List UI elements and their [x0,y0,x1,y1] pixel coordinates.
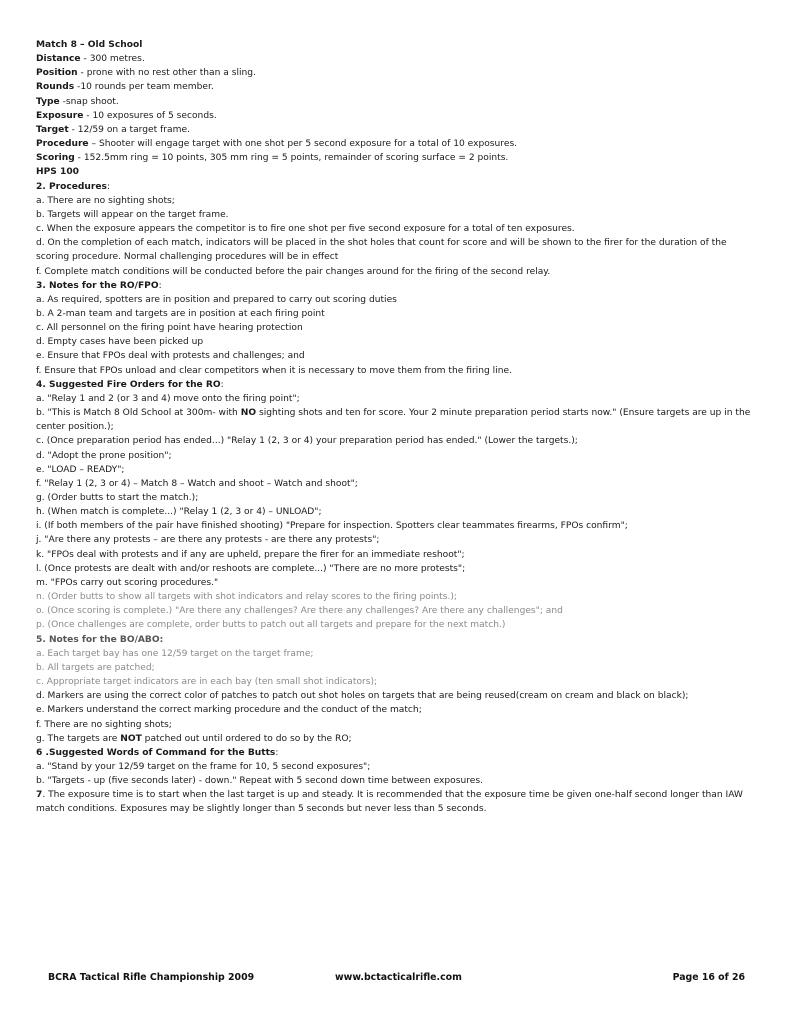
list-item: f. Ensure that FPOs unload and clear competitors when it is necessary to move them from the firing line. [36,365,512,376]
list-item: f. There are no sighting shots; [36,719,172,730]
field-value: Shooter will engage target with one shot per 5 second exposure for a total of 10 exposures. [98,139,518,150]
list-item: a. As required, spotters are in position and prepared to carry out scoring duties [36,294,397,305]
field-label: Position [36,68,78,79]
match-field [36,137,754,151]
heading-text: 2. Procedures [36,181,107,192]
list-item: j. "Are there any protests – are there any protests - are there any protests"; [36,535,380,546]
list-item: a. There are no sighting shots; [36,195,175,206]
field-sep: - [77,68,87,79]
field-label: Procedure [36,139,89,150]
item-text: patched out until ordered to do so by the RO; [141,733,352,744]
section-heading-procedures: 2. Procedures: [36,181,111,192]
paragraph-number: 7 [36,790,43,801]
list-item: c. Appropriate target indicators are in each bay (ten small shot indicators); [36,677,378,688]
list-item: e. "LOAD – READY"; [36,464,125,475]
list-item: a. Each target bay has one 12/59 target on the target frame; [36,648,314,659]
field-sep: - [68,124,78,135]
list-item: e. Markers understand the correct marking procedure and the conduct of the match; [36,705,422,716]
heading-text: 4. Suggested Fire Orders for the RO [36,379,221,390]
section-heading-bo-notes: 5. Notes for the BO/ABO: [36,634,164,645]
item-text: g. The targets are [36,733,121,744]
field-label: Rounds [36,82,75,93]
field-value: 10 exposures of 5 seconds. [92,110,217,121]
list-item: l. (Once protests are dealt with and/or reshoots are complete...) "There are no more protests"; [36,563,466,574]
field-value: 300 metres. [89,54,145,65]
list-item: d. On the completion of each match, indicators will be placed in the shot holes that count for score and will be shown to the firer for the duration of the scoring procedure. Normal challenging procedures will be in effect [36,238,727,263]
list-item: d. Markers are using the correct color of patches to patch out shot holes on targets that are being reused(cream on cream and black on black); [36,691,689,702]
field-value: snap shoot. [65,96,119,107]
list-item: b. A 2-man team and targets are in position at each firing point [36,308,325,319]
section-heading-butts-commands: 6 .Suggested Words of Command for the Butts: [36,747,279,758]
section-heading-fire-orders: 4. Suggested Fire Orders for the RO: [36,379,224,390]
paragraph-text: . The exposure time is to start when the last target is up and steady. It is recommended that the exposure time be given one-half second longer than IAW match conditions. Exposures may be slightly longer than 5 seconds but never less than 5 seconds. [36,790,743,815]
list-item: m. "FPOs carry out scoring procedures." [36,577,219,588]
field-sep: - [74,82,81,93]
list-item: a. "Stand by your 12/59 target on the frame for 10, 5 second exposures"; [36,761,371,772]
list-item [36,732,754,746]
list-item: f. "Relay 1 (2, 3 or 4) – Match 8 – Watch and shoot – Watch and shoot"; [36,478,358,489]
list-item: b. "Targets - up (five seconds later) - down." Repeat with 5 second down time between exposures. [36,776,483,787]
list-item: c. All personnel on the firing point have hearing protection [36,323,303,334]
hps-label: HPS 100 [36,167,79,178]
list-item: d. "Adopt the prone position"; [36,450,172,461]
field-sep: - [83,110,93,121]
document-body [36,38,754,817]
match-fields [36,52,754,165]
match-field [36,95,754,109]
field-sep: - [74,153,84,164]
field-label: Type [36,96,60,107]
field-sep: – [88,139,99,150]
list-item: p. (Once challenges are complete, order butts to patch out all targets and prepare for the next match.) [36,620,506,631]
field-label: Scoring [36,153,75,164]
match-field [36,123,754,137]
footer-website: www.bctacticalrifle.com [335,972,462,983]
list-item: f. Complete match conditions will be conducted before the pair changes around for the firing of the second relay. [36,266,551,277]
heading-text: 6 .Suggested Words of Command for the Butts [36,747,276,758]
field-value: 12/59 on a target frame. [77,124,190,135]
match-field [36,151,754,165]
section-heading-ro-notes: 3. Notes for the RO/FPO: [36,280,162,291]
item-text: sighting shots and ten for score. Your 2 minute preparation period starts now." (Ensure targets are up in the center position.); [36,408,751,433]
field-value: 10 rounds per team member. [80,82,214,93]
list-item: h. (When match is complete...) "Relay 1 (2, 3 or 4) – UNLOAD"; [36,507,322,518]
field-label: Target [36,124,69,135]
list-item: b. All targets are patched; [36,662,155,673]
match-field [36,52,754,66]
list-item: i. (If both members of the pair have finished shooting) "Prepare for inspection. Spotters clear teammates firearms, FPOs confirm"; [36,521,628,532]
emphasis-text: NO [240,408,257,419]
list-item: c. When the exposure appears the competitor is to fire one shot per five second exposure for a total of ten exposures. [36,224,575,235]
list-item: e. Ensure that FPOs deal with protests and challenges; and [36,351,305,362]
list-item: c. (Once preparation period has ended...) "Relay 1 (2, 3 or 4) your preparation period has ended." (Lower the targets.); [36,436,578,447]
list-item: d. Empty cases have been picked up [36,337,204,348]
page-number: Page 16 of 26 [672,972,745,983]
field-sep: - [59,96,66,107]
emphasis-text: NOT [120,733,142,744]
match-title: Match 8 – Old School [36,40,143,50]
field-value: prone with no rest other than a sling. [86,68,256,79]
list-item: k. "FPOs deal with protests and if any are upheld, prepare the firer for an immediate reshoot"; [36,549,465,560]
heading-text: 3. Notes for the RO/FPO [36,280,159,291]
match-field [36,80,754,94]
field-value: 152.5mm ring = 10 points, 305 mm ring = 5 points, remainder of scoring surface = 2 points. [83,153,509,164]
numbered-paragraph [36,788,754,816]
list-item: o. (Once scoring is complete.) "Are there any challenges? Are there any challenges? Are there any challenges"; and [36,606,563,617]
list-item: n. (Order butts to show all targets with shot indicators and relay scores to the firing points.); [36,592,457,603]
field-sep: - [80,54,90,65]
list-item: a. "Relay 1 and 2 (or 3 and 4) move onto the firing point"; [36,393,300,404]
footer-title: BCRA Tactical Rifle Championship 2009 [48,972,255,983]
match-field [36,109,754,123]
item-text: b. "This is Match 8 Old School at 300m- with [36,408,241,419]
field-label: Exposure [36,110,84,121]
list-item: g. (Order butts to start the match.); [36,493,199,503]
list-item: b. Targets will appear on the target frame. [36,209,229,220]
field-label: Distance [36,54,81,65]
match-field [36,66,754,80]
list-item [36,406,754,434]
